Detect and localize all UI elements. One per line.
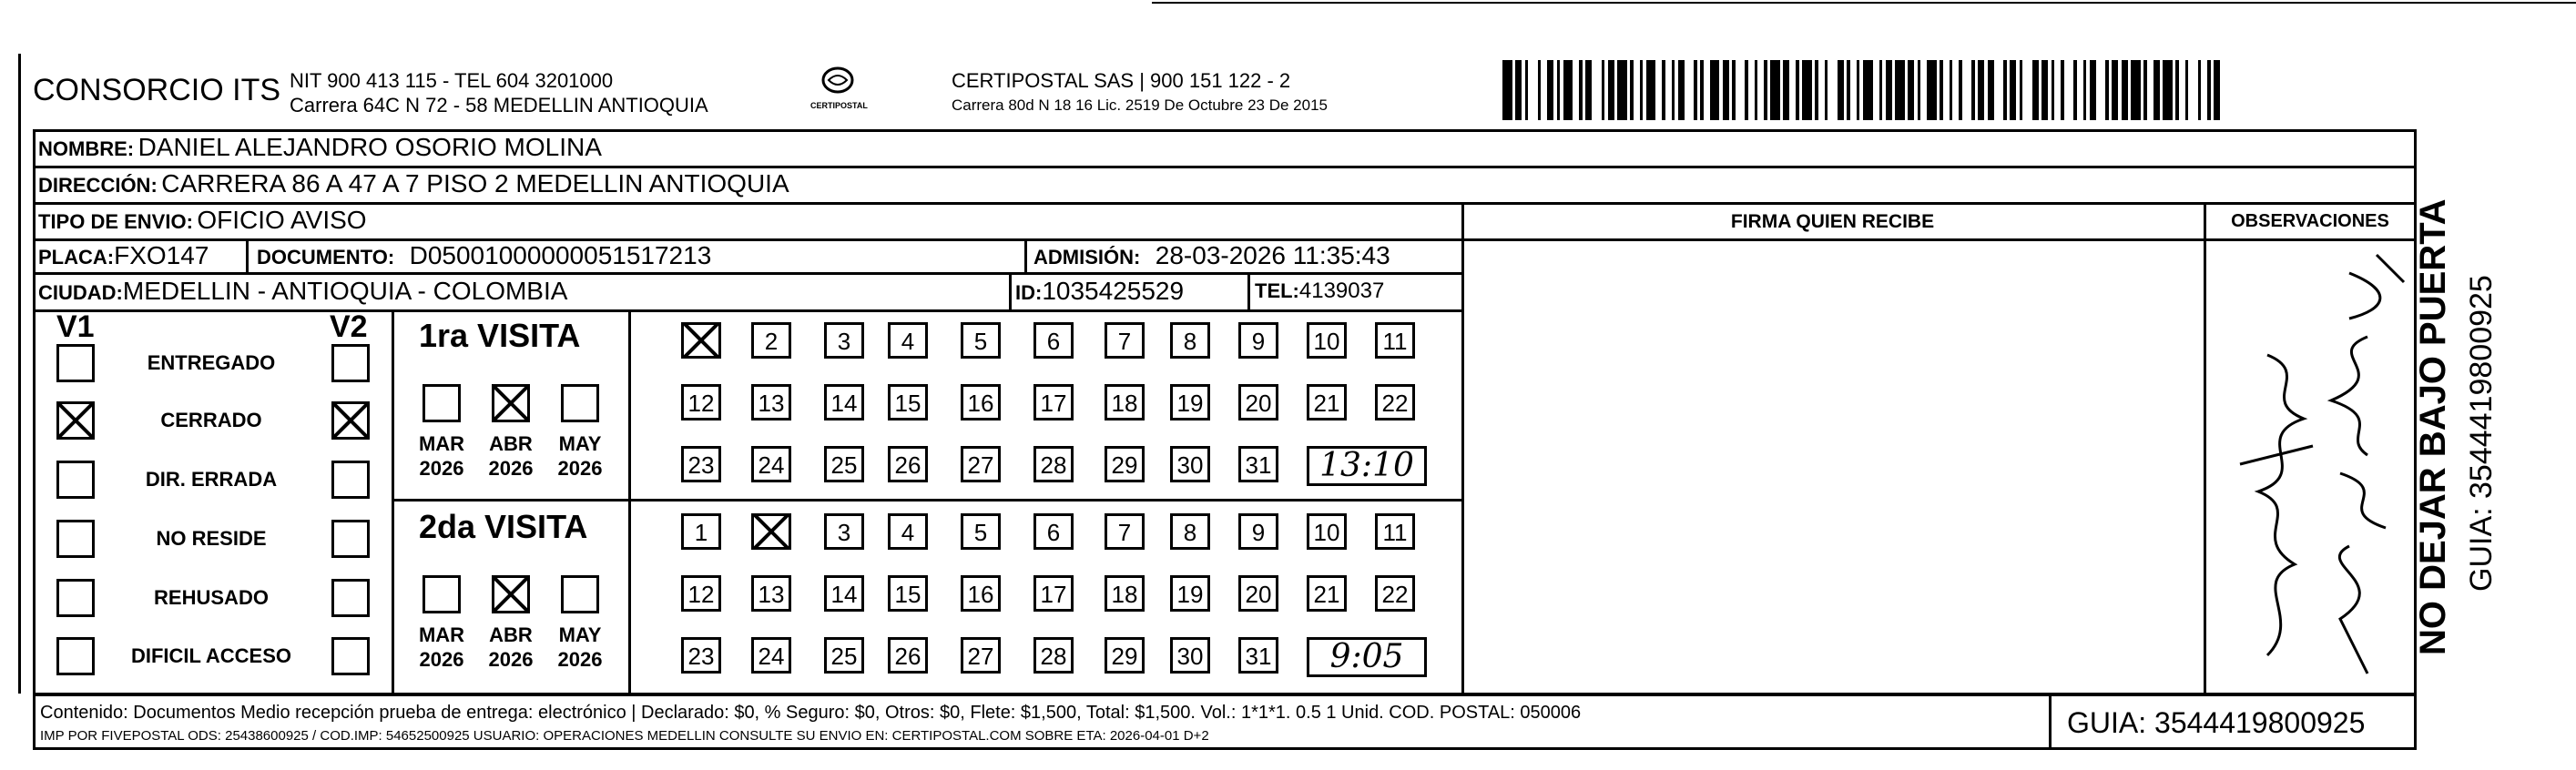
- day-cell[interactable]: 26: [888, 446, 928, 482]
- barcode-bar: [1541, 60, 1547, 120]
- barcode-bar: [1873, 60, 1879, 120]
- month-label: MAR: [418, 432, 465, 455]
- day-cell[interactable]: 25: [824, 637, 864, 674]
- barcode-bar: [1802, 60, 1812, 120]
- placa-value: FXO147: [114, 241, 209, 269]
- firma-header: FIRMA QUIEN RECIBE: [1730, 211, 1935, 232]
- barcode-bar: [1962, 60, 1972, 120]
- barcode-bar: [1988, 60, 1994, 120]
- day-cell[interactable]: 12: [681, 384, 721, 420]
- footer-contenido: Contenido: Documentos Medio recepción prueba de entrega: electrónico | Declarado: $0, % Seguro: $0, Otros: $0, Flete: $1,500, Total: $1,500. Vol.: 1*1*1. 0.5 1 Unid. COD. POSTAL: 050006: [40, 703, 1582, 723]
- barcode-bar: [1634, 60, 1640, 120]
- company-name: CONSORCIO ITS: [33, 73, 281, 107]
- year-label: 2026: [419, 457, 464, 480]
- nombre-row: [38, 133, 602, 162]
- day-cell[interactable]: 19: [1170, 384, 1210, 420]
- day-cell[interactable]: [751, 513, 791, 550]
- day-cell[interactable]: 28: [1033, 637, 1074, 674]
- day-cell[interactable]: 14: [824, 575, 864, 612]
- month-year: [479, 431, 543, 481]
- col-sep: [1009, 272, 1012, 309]
- reason-label: DIR. ERRADA: [145, 468, 278, 491]
- barcode-bar: [2220, 60, 2230, 120]
- barcode-bar: [2054, 60, 2061, 120]
- v2-checkbox[interactable]: [331, 461, 370, 499]
- day-cell[interactable]: 22: [1375, 384, 1415, 420]
- barcode-bar: [2096, 60, 2106, 120]
- year-label: 2026: [419, 648, 464, 671]
- year-label: 2026: [488, 457, 534, 480]
- day-cell[interactable]: 17: [1033, 575, 1074, 612]
- barcode-bar: [2041, 60, 2048, 120]
- barcode-bar: [1920, 60, 1927, 120]
- row-line: [33, 309, 1464, 312]
- tel-row: [1255, 279, 1384, 304]
- tel-label: TEL:: [1255, 279, 1299, 302]
- ciudad-label: CIUDAD:: [38, 281, 123, 304]
- day-cell[interactable]: 3: [824, 322, 864, 359]
- day-cell[interactable]: 31: [1238, 446, 1278, 482]
- barcode-bar: [2032, 60, 2039, 120]
- barcode-bar: [1585, 60, 1592, 120]
- day-cell[interactable]: 31: [1238, 637, 1278, 674]
- barcode-bar: [1646, 60, 1656, 120]
- day-cell[interactable]: 14: [824, 384, 864, 420]
- barcode-bar: [2214, 60, 2220, 120]
- month-checkbox[interactable]: [561, 384, 599, 422]
- day-cell[interactable]: 10: [1307, 513, 1347, 550]
- reason-label: DIFICIL ACCESO: [130, 644, 291, 667]
- col-sep: [392, 309, 394, 694]
- logo-icon: [820, 66, 856, 96]
- barcode-bar: [1927, 60, 1937, 120]
- day-cell[interactable]: 21: [1307, 384, 1347, 420]
- day-cell[interactable]: 15: [888, 575, 928, 612]
- v1-checkbox[interactable]: [56, 344, 95, 382]
- day-cell[interactable]: 24: [751, 637, 791, 674]
- admision-label: ADMISIÓN:: [1033, 246, 1141, 268]
- day-cell[interactable]: 11: [1375, 513, 1415, 550]
- barcode-bar: [2090, 60, 2096, 120]
- barcode-bar: [2064, 60, 2074, 120]
- reason-label: NO RESIDE: [156, 527, 267, 550]
- row-line: [33, 202, 2417, 205]
- year-label: 2026: [488, 648, 534, 671]
- visit-time: 9:05: [1307, 637, 1427, 677]
- month-label: ABR: [489, 623, 533, 646]
- barcode-bar: [1515, 60, 1522, 120]
- day-cell[interactable]: 5: [961, 513, 1001, 550]
- month-label: MAY: [558, 432, 602, 455]
- v2-checkbox[interactable]: [331, 401, 370, 440]
- day-cell[interactable]: 16: [961, 384, 1001, 420]
- col-sep: [1024, 238, 1027, 273]
- day-cell[interactable]: 15: [888, 384, 928, 420]
- company-nit: NIT 900 413 115 - TEL 604 3201000: [290, 69, 614, 92]
- month-checkbox[interactable]: [423, 384, 461, 422]
- id-row: [1015, 277, 1184, 306]
- barcode-bar: [1723, 60, 1729, 120]
- day-cell[interactable]: 7: [1105, 513, 1145, 550]
- visit-time: 13:10: [1307, 446, 1427, 486]
- barcode-bar: [2122, 60, 2128, 120]
- day-cell[interactable]: 3: [824, 513, 864, 550]
- barcode-bar: [1704, 60, 1710, 120]
- barcode-bar: [1608, 60, 1614, 120]
- barcode-bar: [1685, 60, 1695, 120]
- month-label: MAY: [558, 623, 602, 646]
- v1-checkbox[interactable]: [56, 520, 95, 558]
- carrier-name: CERTIPOSTAL SAS | 900 151 122 - 2: [952, 69, 1291, 92]
- day-cell[interactable]: 25: [824, 446, 864, 482]
- barcode-bar: [1547, 60, 1553, 120]
- day-cell[interactable]: 4: [888, 322, 928, 359]
- col-sep: [1247, 272, 1250, 309]
- barcode-bar: [1757, 60, 1764, 120]
- observaciones-header: OBSERVACIONES: [2231, 211, 2389, 231]
- id-value: 1035425529: [1042, 277, 1185, 305]
- day-cell[interactable]: [681, 322, 721, 359]
- day-cell[interactable]: 18: [1105, 384, 1145, 420]
- reason-label: CERRADO: [160, 409, 262, 431]
- day-cell[interactable]: 30: [1170, 637, 1210, 674]
- barcode-bar: [2131, 60, 2141, 120]
- month-year: [479, 623, 543, 672]
- footer-sep: [2049, 694, 2052, 750]
- ciudad-row: [38, 277, 567, 306]
- reason-label: REHUSADO: [154, 586, 269, 609]
- day-cell[interactable]: 18: [1105, 575, 1145, 612]
- day-cell[interactable]: 21: [1307, 575, 1347, 612]
- v2-checkbox[interactable]: [331, 520, 370, 558]
- v2-label: V2: [330, 309, 368, 344]
- day-cell[interactable]: 11: [1375, 322, 1415, 359]
- guia-vertical: GUIA: 3544419800925: [2464, 275, 2499, 592]
- barcode-bar: [1978, 60, 1984, 120]
- v1-checkbox[interactable]: [56, 579, 95, 617]
- ciudad-value: MEDELLIN - ANTIOQUIA - COLOMBIA: [122, 277, 568, 305]
- day-cell[interactable]: 2: [751, 322, 791, 359]
- barcode-bar: [2077, 60, 2083, 120]
- barcode-bar: [1895, 60, 1905, 120]
- barcode-bar: [1678, 60, 1685, 120]
- left-edge: [18, 54, 21, 694]
- month-label: ABR: [489, 432, 533, 455]
- placa-label: PLACA:: [38, 246, 115, 268]
- logo-text: CERTIPOSTAL: [810, 101, 868, 110]
- day-cell[interactable]: 24: [751, 446, 791, 482]
- day-cell[interactable]: 19: [1170, 575, 1210, 612]
- barcode-bar: [2201, 60, 2207, 120]
- direccion-value: CARRERA 86 A 47 A 7 PISO 2 MEDELLIN ANTIOQUIA: [161, 169, 789, 198]
- day-cell[interactable]: 6: [1033, 322, 1074, 359]
- day-cell[interactable]: 5: [961, 322, 1001, 359]
- barcode-bar: [1592, 60, 1602, 120]
- barcode-bar: [2188, 60, 2198, 120]
- barcode-bar: [1838, 60, 1844, 120]
- barcode-bar: [1850, 60, 1857, 120]
- day-cell[interactable]: 13: [751, 575, 791, 612]
- month-checkbox[interactable]: [492, 384, 530, 422]
- admision-value: 28-03-2026 11:35:43: [1155, 241, 1390, 269]
- barcode-bar: [1573, 60, 1579, 120]
- id-label: ID:: [1015, 281, 1043, 304]
- month-year: [548, 623, 612, 672]
- barcode-bar: [1863, 60, 1873, 120]
- barcode-bar: [1886, 60, 1892, 120]
- month-checkbox[interactable]: [561, 575, 599, 613]
- month-year: [410, 623, 473, 672]
- nombre-value: DANIEL ALEJANDRO OSORIO MOLINA: [137, 133, 602, 161]
- barcode: [1502, 60, 2231, 120]
- day-cell[interactable]: 20: [1238, 384, 1278, 420]
- top-rule: [1152, 2, 2576, 4]
- direccion-label: DIRECCIÓN:: [38, 174, 158, 197]
- barcode-bar: [1528, 60, 1538, 120]
- v1-checkbox[interactable]: [56, 461, 95, 499]
- barcode-bar: [1655, 60, 1662, 120]
- signature-scribble: [2213, 237, 2418, 687]
- day-cell[interactable]: 4: [888, 513, 928, 550]
- v2-checkbox[interactable]: [331, 344, 370, 382]
- tel-value: 4139037: [1298, 279, 1385, 303]
- day-cell[interactable]: 16: [961, 575, 1001, 612]
- barcode-bar: [1952, 60, 1959, 120]
- day-cell[interactable]: 8: [1170, 513, 1210, 550]
- footer-imp: IMP POR FIVEPOSTAL ODS: 25438600925 / COD.IMP: 54652500925 USUARIO: OPERACIONES MEDELLIN CONSULTE SU ENVIO EN: CERTIPOSTAL.COM SOBRE ETA: 2026-04-01 D+2: [40, 728, 1209, 744]
- tipo-label: TIPO DE ENVIO:: [38, 210, 193, 233]
- barcode-bar: [1710, 60, 1720, 120]
- row-line: [33, 166, 2417, 168]
- placa-row: [38, 241, 209, 270]
- col-sep: [246, 238, 249, 273]
- footer-guia: GUIA: 3544419800925: [2067, 706, 2366, 739]
- company-address: Carrera 64C N 72 - 58 MEDELLIN ANTIOQUIA: [290, 94, 708, 117]
- barcode-bar: [1563, 60, 1573, 120]
- col-sep-firma: [1461, 202, 1464, 694]
- day-cell[interactable]: 29: [1105, 446, 1145, 482]
- day-cell[interactable]: 12: [681, 575, 721, 612]
- barcode-bar: [1789, 60, 1796, 120]
- day-cell[interactable]: 30: [1170, 446, 1210, 482]
- admision-row: [1033, 241, 1390, 270]
- month-label: MAR: [418, 623, 465, 646]
- month-checkbox[interactable]: [423, 575, 461, 613]
- day-cell[interactable]: 9: [1238, 513, 1278, 550]
- barcode-bar: [2163, 60, 2173, 120]
- barcode-bar: [1908, 60, 1914, 120]
- documento-label: DOCUMENTO:: [257, 246, 395, 268]
- day-cell[interactable]: 9: [1238, 322, 1278, 359]
- day-cell[interactable]: 27: [961, 637, 1001, 674]
- certipostal-logo: [810, 66, 868, 110]
- v1-label: V1: [56, 309, 95, 344]
- barcode-bar: [1617, 60, 1627, 120]
- documento-row: [257, 241, 711, 270]
- barcode-bar: [1828, 60, 1838, 120]
- no-dejar-bajo-puerta: NO DEJAR BAJO PUERTA: [2413, 198, 2453, 655]
- barcode-bar: [1770, 60, 1780, 120]
- row-line: [392, 499, 1464, 502]
- day-cell[interactable]: 8: [1170, 322, 1210, 359]
- day-cell[interactable]: 10: [1307, 322, 1347, 359]
- barcode-bar: [1665, 60, 1672, 120]
- day-cell[interactable]: 23: [681, 446, 721, 482]
- barcode-bar: [2022, 60, 2032, 120]
- v2-checkbox[interactable]: [331, 579, 370, 617]
- day-cell[interactable]: 29: [1105, 637, 1145, 674]
- barcode-bar: [1994, 60, 2004, 120]
- day-cell[interactable]: 26: [888, 637, 928, 674]
- barcode-bar: [1502, 60, 1512, 120]
- day-cell[interactable]: 22: [1375, 575, 1415, 612]
- visit-title: 1ra VISITA: [419, 317, 581, 354]
- day-cell[interactable]: 23: [681, 637, 721, 674]
- direccion-row: [38, 169, 789, 198]
- day-cell[interactable]: 27: [961, 446, 1001, 482]
- col-sep-obs: [2204, 202, 2206, 694]
- month-year: [548, 431, 612, 481]
- barcode-bar: [1748, 60, 1755, 120]
- col-sep: [628, 309, 631, 694]
- barcode-bar: [1818, 60, 1825, 120]
- month-year: [410, 431, 473, 481]
- v2-checkbox[interactable]: [331, 637, 370, 675]
- day-cell[interactable]: 20: [1238, 575, 1278, 612]
- year-label: 2026: [557, 457, 603, 480]
- barcode-bar: [2153, 60, 2160, 120]
- day-cell[interactable]: 1: [681, 513, 721, 550]
- v1-checkbox[interactable]: [56, 401, 95, 440]
- barcode-bar: [2010, 60, 2016, 120]
- barcode-bar: [1783, 60, 1789, 120]
- barcode-bar: [2179, 60, 2185, 120]
- year-label: 2026: [557, 648, 603, 671]
- nombre-label: NOMBRE:: [38, 137, 135, 160]
- carrier-license: Carrera 80d N 18 16 Lic. 2519 De Octubre 23 De 2015: [952, 96, 1328, 114]
- barcode-bar: [2112, 60, 2118, 120]
- day-cell[interactable]: 28: [1033, 446, 1074, 482]
- visit-title: 2da VISITA: [419, 508, 588, 545]
- tipo-value: OFICIO AVISO: [197, 206, 367, 234]
- barcode-bar: [1943, 60, 1950, 120]
- barcode-bar: [1736, 60, 1746, 120]
- month-checkbox[interactable]: [492, 575, 530, 613]
- day-cell[interactable]: 17: [1033, 384, 1074, 420]
- v1-checkbox[interactable]: [56, 637, 95, 675]
- day-cell[interactable]: 13: [751, 384, 791, 420]
- tipo-row: [38, 206, 367, 235]
- barcode-bar: [2147, 60, 2153, 120]
- documento-value: D05001000000051517213: [409, 241, 712, 269]
- day-cell[interactable]: 6: [1033, 513, 1074, 550]
- day-cell[interactable]: 7: [1105, 322, 1145, 359]
- reason-label: ENTREGADO: [147, 351, 276, 374]
